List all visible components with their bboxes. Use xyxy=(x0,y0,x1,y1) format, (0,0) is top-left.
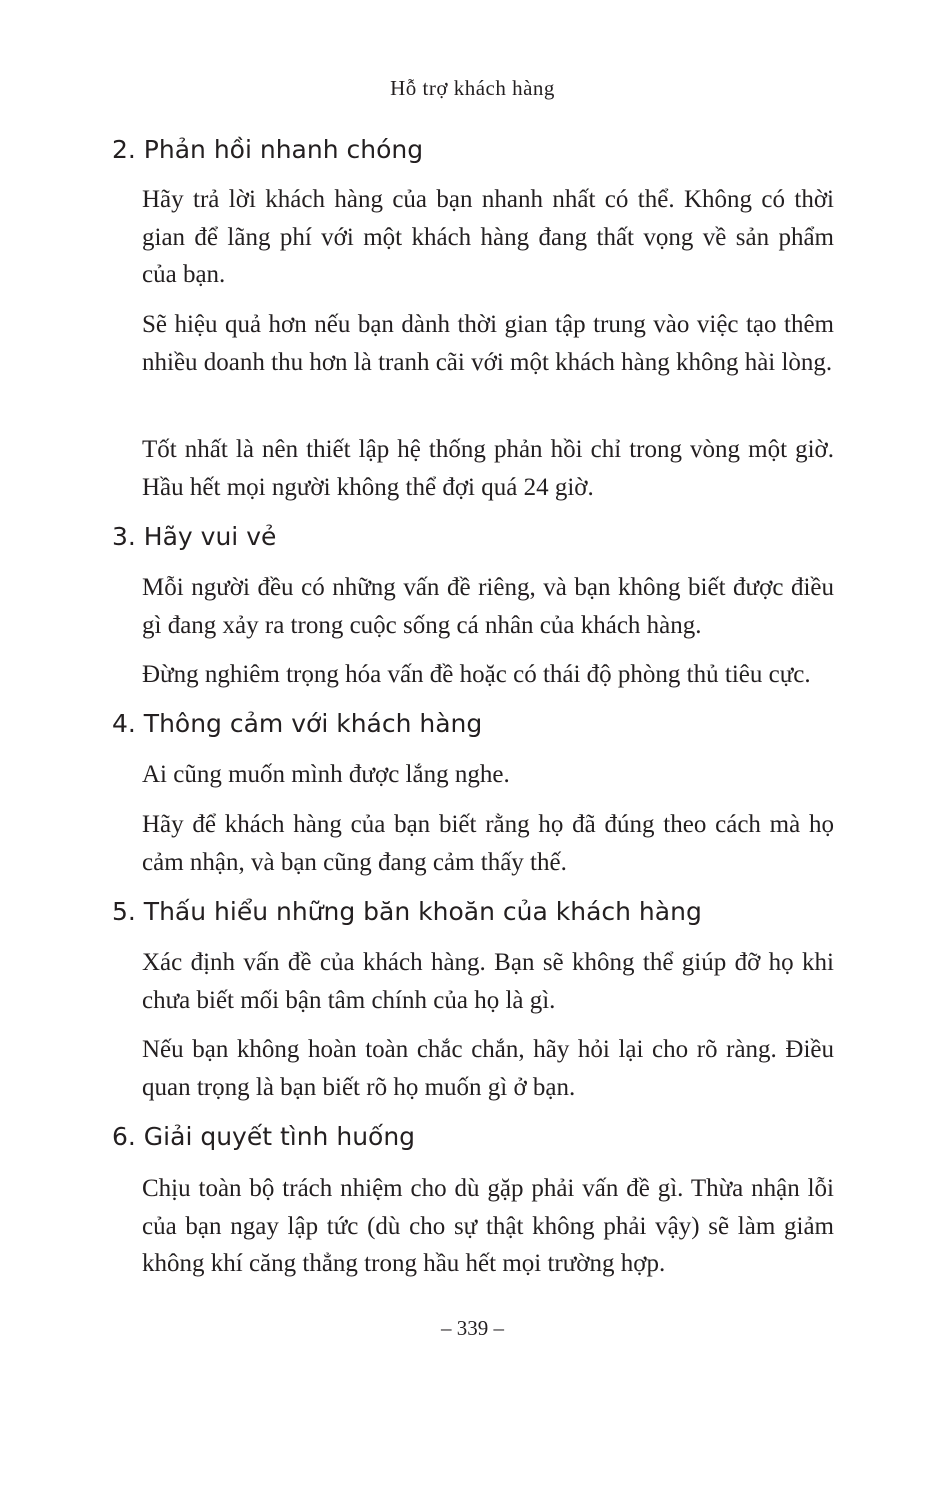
section-heading-5: 5. Thấu hiểu những băn khoăn của khách hàng xyxy=(112,897,702,926)
section-heading-6: 6. Giải quyết tình huống xyxy=(112,1122,416,1151)
paragraph: Hãy trả lời khách hàng của bạn nhanh nhất có thể. Không có thời gian để lãng phí với một khách hàng đang thất vọng về sản phẩm của bạn. xyxy=(142,186,834,288)
section-heading-4: 4. Thông cảm với khách hàng xyxy=(112,709,483,738)
page-number: – 339 – xyxy=(441,1316,504,1340)
paragraph: Chịu toàn bộ trách nhiệm cho dù gặp phải vấn đề gì. Thừa nhận lỗi của bạn ngay lập tức (dù cho sự thật không phải vậy) sẽ làm giảm không khí căng thẳng trong hầu hết mọi trường hợp. xyxy=(142,1175,834,1277)
paragraph: Ai cũng muốn mình được lắng nghe. xyxy=(142,761,510,788)
paragraph: Mỗi người đều có những vấn đề riêng, và bạn không biết được điều gì đang xảy ra trong cuộc sống cá nhân của khách hàng. xyxy=(142,574,834,639)
paragraph: Xác định vấn đề của khách hàng. Bạn sẽ không thể giúp đỡ họ khi chưa biết mối bận tâm chính của họ là gì. xyxy=(142,949,834,1014)
section-heading-2: 2. Phản hồi nhanh chóng xyxy=(112,135,424,164)
paragraph: Sẽ hiệu quả hơn nếu bạn dành thời gian tập trung vào việc tạo thêm nhiều doanh thu hơn là tranh cãi với một khách hàng không hài lòng. xyxy=(142,311,834,376)
running-header: Hỗ trợ khách hàng xyxy=(390,76,555,100)
paragraph: Tốt nhất là nên thiết lập hệ thống phản hồi chỉ trong vòng một giờ. Hầu hết mọi người không thể đợi quá 24 giờ. xyxy=(142,436,834,501)
paragraph: Nếu bạn không hoàn toàn chắc chắn, hãy hỏi lại cho rõ ràng. Điều quan trọng là bạn biết rõ họ muốn gì ở bạn. xyxy=(142,1036,834,1101)
section-heading-3: 3. Hãy vui vẻ xyxy=(112,522,277,551)
paragraph: Hãy để khách hàng của bạn biết rằng họ đã đúng theo cách mà họ cảm nhận, và bạn cũng đang cảm thấy thế. xyxy=(142,811,834,876)
paragraph: Đừng nghiêm trọng hóa vấn đề hoặc có thái độ phòng thủ tiêu cực. xyxy=(142,661,811,688)
